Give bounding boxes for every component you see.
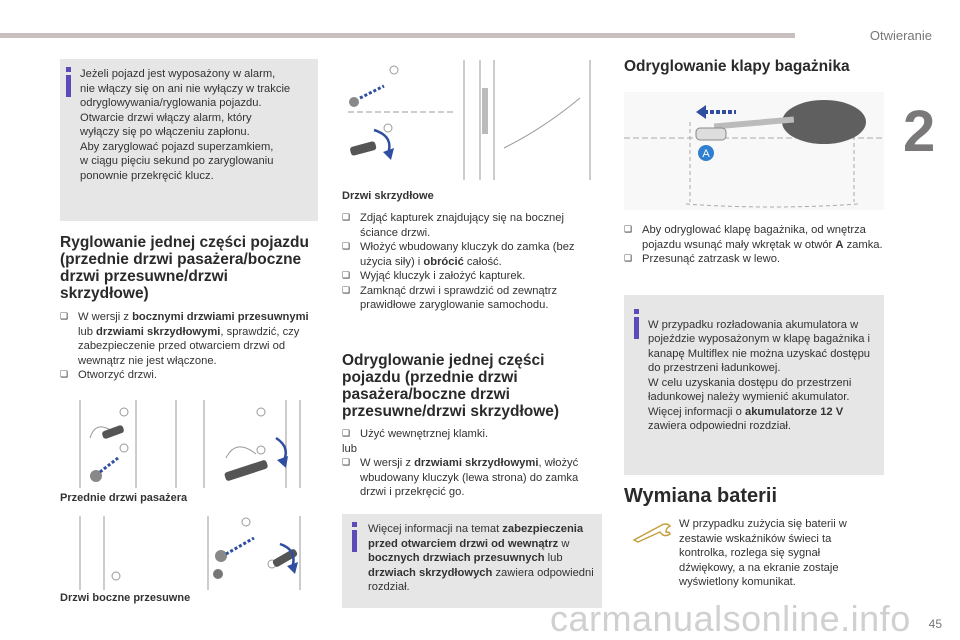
info-box-battery	[624, 295, 884, 475]
info-icon	[634, 309, 639, 341]
trunk-bullet-1: ❑ Aby odryglować klapę bagażnika, od wnętrza pojazdu wsunąć mały wkrętak w otwór A zamka.	[624, 224, 883, 251]
unlock-bullet-1: ❑ Użyć wewnętrznej klamki.	[342, 428, 489, 440]
unlock-or-text: lub	[342, 442, 357, 455]
caption-sliding-door: Drzwi boczne przesuwne	[60, 592, 191, 604]
caption-front-door: Przednie drzwi pasażera	[60, 492, 188, 504]
trunk-section-title: Odryglowanie klapy bagażnika	[624, 58, 850, 75]
wrench-icon	[630, 520, 672, 544]
page-number: 45	[928, 617, 942, 631]
wing-bullet-3: ❑ Wyjąć kluczyk i założyć kapturek.	[342, 270, 526, 282]
unlock-section-title: Odryglowanie jednej części pojazdu (przednie drzwi pasażera/boczne drzwi przesuwne/drzwi skrzydłowe)	[342, 352, 560, 420]
lock-bullet-2: ❑ Otworzyć drzwi.	[60, 369, 157, 381]
bullet-arrow-icon: ❑	[342, 271, 351, 281]
info-icon	[352, 522, 357, 554]
svg-text:A: A	[702, 148, 710, 160]
wing-bullet-1: ❑ Zdjąć kapturek znajdujący się na bocznej ściance drzwi.	[342, 212, 564, 239]
bullet-arrow-icon: ❑	[624, 225, 633, 235]
bullet-arrow-icon: ❑	[342, 285, 351, 296]
watermark: carmanualsonline.info	[550, 598, 911, 639]
bullet-arrow-icon: ❑	[60, 312, 69, 322]
bullet-arrow-icon: ❑	[60, 370, 69, 380]
bullet-arrow-icon: ❑	[342, 213, 351, 223]
section-label: Otwieranie	[869, 28, 932, 43]
lock-section-title: Ryglowanie jednej części pojazdu (przednie drzwi pasażera/boczne drzwi przesuwne/drzwi skrzydłowe)	[60, 234, 309, 302]
battery-section-title: Wymiana baterii	[624, 485, 778, 507]
unlock-bullet-2: ❑ W wersji z drzwiami skrzydłowymi, włożyć wbudowany kluczyk (lewa strona) do zamka drzwi i przekręcić go.	[342, 457, 579, 498]
bullet-arrow-icon: ❑	[342, 242, 351, 252]
info-alarm-text: Jeżeli pojazd jest wyposażony w alarm, nie włączy się on ani nie wyłączy w trakcie odryglowywania/ryglowania pojazdu. Otwarcie drzwi włączy alarm, który wyłączy się po włączeniu zapłonu. Aby zaryglować pojazd superzamkiem, w ciągu pięciu sekund po zaryglowaniu ponownie przekręcić klucz.	[80, 68, 291, 182]
caption-wing-doors: Drzwi skrzydłowe	[342, 190, 434, 202]
sliding-door-figure	[76, 514, 304, 592]
info-box-security	[342, 514, 602, 608]
trunk-bullet-2: ❑ Przesunąć zatrzask w lewo.	[624, 253, 781, 265]
unlock-section-body	[342, 427, 604, 500]
trunk-latch-figure	[624, 92, 884, 210]
wing-bullet-4: ❑ Zamknąć drzwi i sprawdzić od zewnątrz prawidłowe zaryglowanie samochodu.	[342, 284, 558, 311]
bullet-arrow-icon: ❑	[624, 254, 633, 264]
wing-bullet-2: ❑ Włożyć wbudowany kluczyk do zamka (bez użycia siły) i obrócić całość.	[342, 241, 575, 268]
wing-door-figure	[344, 58, 602, 182]
info-security-text: Więcej informacji na temat zabezpieczenia przed otwarciem drzwi od wewnątrz w bocznych drzwiach przesuwnych lub drzwiach skrzydłowych zawiera odpowiedni rozdział.	[368, 523, 594, 593]
bullet-arrow-icon: ❑	[342, 429, 351, 439]
lock-bullet-1: ❑ W wersji z bocznymi drzwiami przesuwnymi lub drzwiami skrzydłowymi, sprawdzić, czy zabezpieczenie przed otwarciem drzwi od wewnątrz nie jest włączone.	[60, 311, 309, 367]
info-icon	[66, 67, 71, 99]
info-box-alarm	[60, 59, 318, 221]
chapter-number: 2	[903, 99, 936, 164]
lock-section-bullets	[60, 310, 322, 383]
trunk-section-bullets	[624, 223, 886, 267]
info-battery-text: W przypadku rozładowania akumulatora w pojeździe wyposażonym w klapę bagażnika i kanapę Multiflex nie można uzyskać dostępu do przestrzeni ładunkowej. W celu uzyskania dostępu do przestrzeni ładunkowej należy wymienić akumulator. Więcej informacji o akumulatorze 12 V zawiera odpowiedni rozdział.	[648, 318, 871, 432]
top-rule	[0, 33, 795, 38]
bullet-arrow-icon: ❑	[342, 458, 351, 468]
wing-doors-bullets	[342, 211, 604, 313]
battery-section-text: W przypadku zużycia się baterii w zestawie wskaźników świeci ta kontrolka, rozlega się sygnał dźwiękowy, a na ekranie zostaje wyświetlony komunikat.	[679, 518, 847, 588]
front-door-figure	[76, 398, 304, 490]
